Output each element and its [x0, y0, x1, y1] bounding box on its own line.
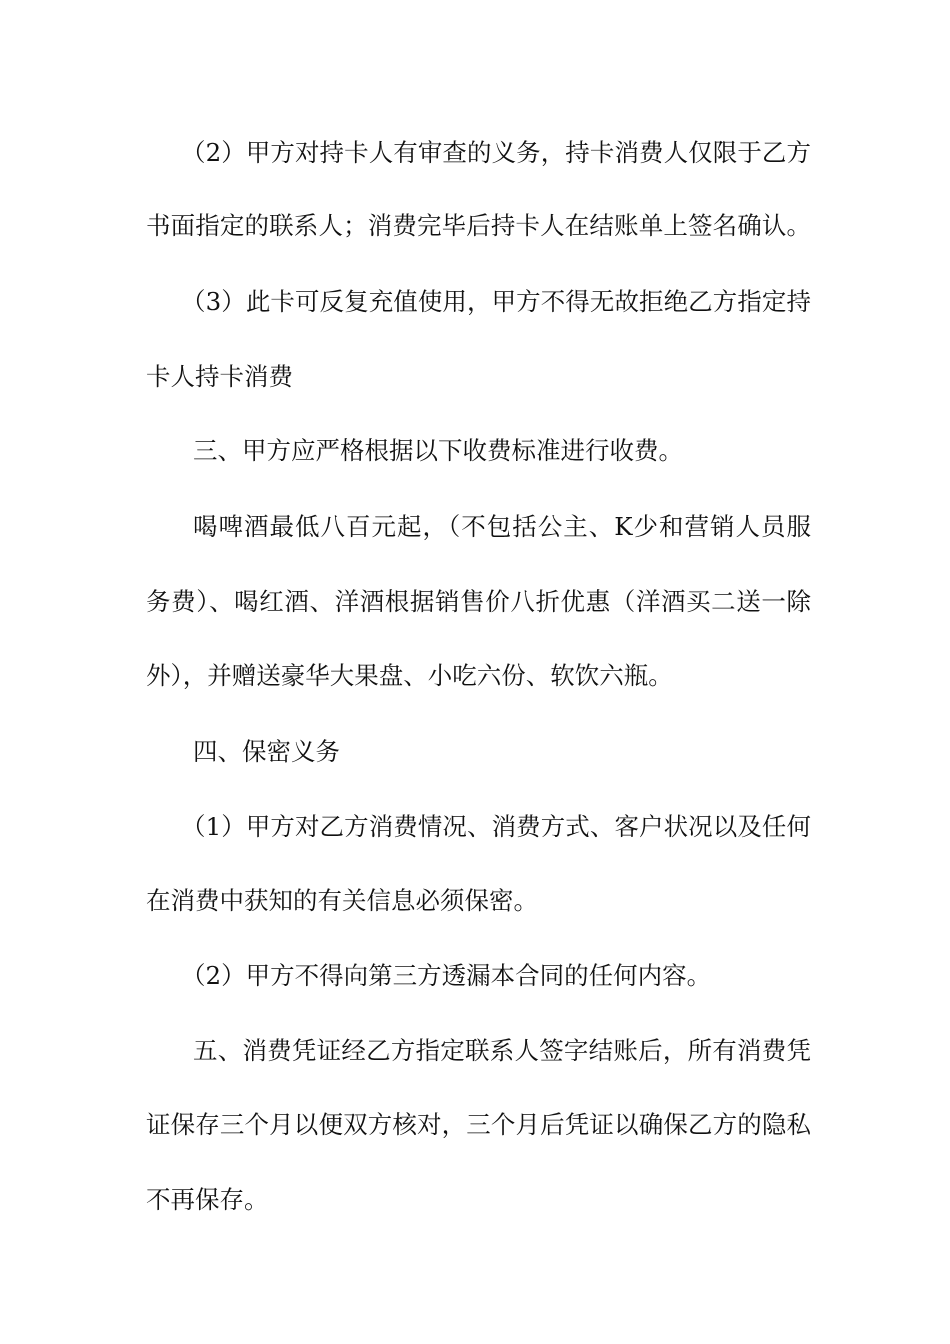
text-line-15: 不再保存。 [146, 1185, 269, 1214]
text-line-11: 在消费中获知的有关信息必须保密。 [146, 886, 538, 915]
text-line-7: 务费）、喝红酒、洋酒根据销售价八折优惠（洋酒买二送一除 [146, 587, 811, 616]
text-line-2: 书面指定的联系人；消费完毕后持卡人在结账单上签名确认。 [146, 211, 811, 240]
text-line-4: 卡人持卡消费 [146, 362, 293, 391]
text-line-14: 证保存三个月以便双方核对，三个月后凭证以确保乙方的隐私 [146, 1110, 811, 1139]
text-line-6: 喝啤酒最低八百元起，（不包括公主、K少和营销人员服 [193, 512, 811, 541]
text-line-8: 外），并赠送豪华大果盘、小吃六份、软饮六瓶。 [146, 661, 673, 690]
text-line-12: （2）甲方不得向第三方透漏本合同的任何内容。 [181, 961, 712, 990]
text-line-9: 四、保密义务 [193, 737, 340, 766]
text-line-10: （1）甲方对乙方消费情况、消费方式、客户状况以及任何 [181, 812, 811, 841]
text-line-13: 五、消费凭证经乙方指定联系人签字结账后，所有消费凭 [193, 1036, 811, 1065]
text-line-5: 三、甲方应严格根据以下收费标准进行收费。 [193, 436, 683, 465]
text-line-3: （3）此卡可反复充值使用，甲方不得无故拒绝乙方指定持 [181, 287, 811, 316]
text-line-1: （2）甲方对持卡人有审查的义务，持卡消费人仅限于乙方 [181, 138, 811, 167]
